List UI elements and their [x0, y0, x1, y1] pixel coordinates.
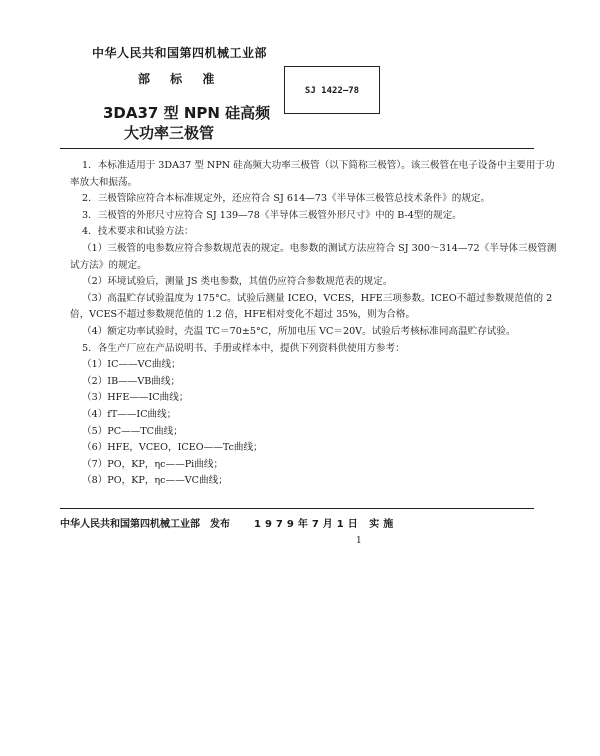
- top-rule: [60, 148, 534, 149]
- clause-1: 1．本标准适用于 3DA37 型 NPN 硅高频大功率三极管（以下简称三极管）。该三极管在电子设备中主要用于功率放大和振荡。: [70, 160, 555, 188]
- list-item: （3）HFE——IC曲线；: [82, 392, 189, 404]
- clause-4-3: （3）高温贮存试验温度为 175°C。试验后测量 ICEO，VCES，HFE三项参数。ICEO不超过参数规范值的 2 倍，VCES不超过参数规范值的 1.2 倍，HFE相对变化不超过 35%，则为合格。: [70, 292, 553, 321]
- issuing-ministry: 中华人民共和国第四机械工业部: [92, 46, 268, 60]
- list-item: （5）PC——TC曲线；: [82, 425, 183, 437]
- footer-effective-date: 1979年7月1日 实施: [254, 519, 398, 530]
- list-item: （7）PO，KP，ηc——Pi曲线；: [82, 458, 224, 470]
- clause-4-2: （2）环境试验后，测量 JS 类电参数，其值仍应符合参数规范表的规定。: [82, 276, 393, 288]
- list-item: （1）IC——VC曲线；: [82, 359, 181, 371]
- clause-5: 5．各生产厂应在产品说明书、手册或样本中，提供下列资料供使用方参考：: [82, 342, 405, 354]
- list-item: （2）IB——VB曲线；: [82, 375, 181, 387]
- list-item: （6）HFE，VCEO，ICEO——Tc曲线；: [82, 442, 263, 454]
- footer-issuer: 中华人民共和国第四机械工业部 发布: [60, 519, 230, 530]
- clause-2: 2．三极管除应符合本标准规定外，还应符合 SJ 614—73《半导体三极管总技术条件》的规定。: [82, 193, 491, 205]
- bottom-rule: [60, 508, 534, 509]
- clause-4-1: （1）三极管的电参数应符合参数规范表的规定。电参数的测试方法应符合 SJ 300～314—72《半导体三极管测试方法》的规定。: [70, 242, 557, 271]
- list-item: （8）PO，KP，ηc——VC曲线；: [82, 475, 228, 487]
- document-title-line2: 大功率三极管: [124, 124, 215, 142]
- clause-4: 4．技术要求和试验方法：: [82, 226, 194, 238]
- standard-kind: 部 标 准: [138, 72, 223, 86]
- list-item: （4）fT——IC曲线；: [82, 408, 177, 420]
- standard-number-box: SJ 1422—78: [284, 66, 380, 114]
- document-body: [70, 158, 560, 490]
- page-number: 1: [356, 536, 362, 546]
- clause-3: 3．三极管的外形尺寸应符合 SJ 139—78《半导体三极管外形尺寸》中的 B-4型的规定。: [82, 209, 462, 221]
- document-title-line1: 3DA37 型 NPN 硅高频: [103, 104, 271, 122]
- clause-4-4: （4）额定功率试验时，壳温 TC＝70±5°C，所加电压 VC＝20V。试验后考核标准同高温贮存试验。: [82, 325, 516, 337]
